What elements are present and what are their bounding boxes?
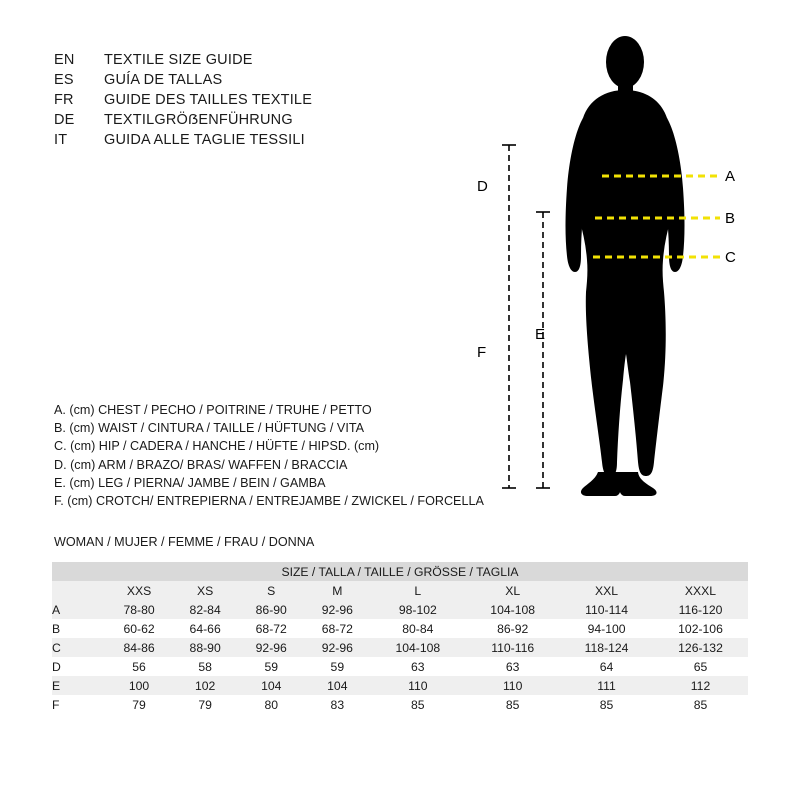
cell-d-l: 63 [370, 657, 465, 676]
table-title-row [52, 562, 748, 581]
cell-d-xxxl: 65 [653, 657, 748, 676]
legend-item-e: E. (cm) LEG / PIERNA/ JAMBE / BEIN / GAMBA [54, 475, 326, 490]
cell-f-xxl: 85 [560, 695, 653, 714]
language-code-de: DE [54, 112, 75, 128]
title-row-fr [54, 90, 484, 110]
legend-item-d: D. (cm) ARM / BRAZO/ BRAS/ WAFFEN / BRACCIA [54, 457, 348, 472]
cell-d-m: 59 [304, 657, 370, 676]
language-code-es: ES [54, 72, 74, 88]
cell-b-xxl: 94-100 [560, 619, 653, 638]
row-label-f: F [52, 695, 106, 714]
leg-bracket [536, 212, 550, 488]
cell-f-s: 80 [238, 695, 304, 714]
table-row [52, 695, 748, 714]
row-label-c: C [52, 638, 106, 657]
cell-b-xxxl: 102-106 [653, 619, 748, 638]
cell-b-xs: 64-66 [172, 619, 238, 638]
cell-e-xxs: 100 [106, 676, 172, 695]
row-label-d: D [52, 657, 106, 676]
title-text-it: GUIDA ALLE TAGLIE TESSILI [104, 132, 305, 148]
cell-c-xxs: 84-86 [106, 638, 172, 657]
cell-e-l: 110 [370, 676, 465, 695]
title-row-de [54, 110, 484, 130]
table-header-row [52, 581, 748, 600]
label-b: B [725, 210, 736, 227]
cell-f-l: 85 [370, 695, 465, 714]
cell-b-s: 68-72 [238, 619, 304, 638]
cell-a-m: 92-96 [304, 600, 370, 619]
language-code-it: IT [54, 132, 68, 148]
title-text-de: TEXTILGRÖẞENFÜHRUNG [104, 112, 293, 128]
legend-item-b: B. (cm) WAIST / CINTURA / TAILLE / HÜFTUNG / VITA [54, 421, 364, 436]
cell-b-xl: 86-92 [465, 619, 560, 638]
cell-f-xxs: 79 [106, 695, 172, 714]
cell-f-xl: 85 [465, 695, 560, 714]
cell-c-xs: 88-90 [172, 638, 238, 657]
size-table [52, 562, 748, 714]
cell-e-xxxl: 112 [653, 676, 748, 695]
cell-b-l: 80-84 [370, 619, 465, 638]
table-row [52, 619, 748, 638]
table-row [52, 657, 748, 676]
cell-b-m: 68-72 [304, 619, 370, 638]
column-header-xs: XS [172, 581, 238, 600]
body-diagram [455, 20, 775, 520]
column-header-xl: XL [465, 581, 560, 600]
cell-d-xxs: 56 [106, 657, 172, 676]
legend-item-f: F. (cm) CROTCH/ ENTREPIERNA / ENTREJAMBE / ZWICKEL / FORCELLA [54, 494, 484, 509]
cell-b-xxs: 60-62 [106, 619, 172, 638]
cell-e-xs: 102 [172, 676, 238, 695]
cell-e-xl: 110 [465, 676, 560, 695]
cell-f-xxxl: 85 [653, 695, 748, 714]
table-row [52, 676, 748, 695]
cell-c-xxl: 118-124 [560, 638, 653, 657]
title-text-es: GUÍA DE TALLAS [104, 72, 223, 88]
cell-a-xxs: 78-80 [106, 600, 172, 619]
column-header-xxxl: XXXL [653, 581, 748, 600]
label-c: C [725, 249, 736, 266]
table-row [52, 638, 748, 657]
table-row [52, 600, 748, 619]
cell-a-xxxl: 116-120 [653, 600, 748, 619]
cell-d-xxl: 64 [560, 657, 653, 676]
column-header-xxs: XXS [106, 581, 172, 600]
cell-d-xs: 58 [172, 657, 238, 676]
title-text-fr: GUIDE DES TAILLES TEXTILE [104, 92, 313, 108]
size-table-wrapper [52, 562, 748, 714]
cell-c-l: 104-108 [370, 638, 465, 657]
title-row-es [54, 70, 484, 90]
row-label-b: B [52, 619, 106, 638]
title-language-block [54, 50, 484, 150]
column-header-blank [52, 581, 106, 600]
female-silhouette-icon [566, 36, 685, 496]
language-code-en: EN [54, 52, 75, 68]
cell-a-xs: 82-84 [172, 600, 238, 619]
legend-item-c: C. (cm) HIP / CADERA / HANCHE / HÜFTE / HIPSD. (cm) [54, 439, 380, 454]
cell-e-s: 104 [238, 676, 304, 695]
label-f: F [477, 344, 487, 361]
cell-a-xl: 104-108 [465, 600, 560, 619]
row-label-e: E [52, 676, 106, 695]
column-header-l: L [370, 581, 465, 600]
cell-a-l: 98-102 [370, 600, 465, 619]
label-d: D [477, 178, 488, 195]
cell-f-m: 83 [304, 695, 370, 714]
cell-f-xs: 79 [172, 695, 238, 714]
column-header-m: M [304, 581, 370, 600]
language-code-fr: FR [54, 92, 74, 108]
title-text-en: TEXTILE SIZE GUIDE [104, 52, 253, 68]
column-header-s: S [238, 581, 304, 600]
label-e: E [535, 326, 546, 343]
legend-item-a: A. (cm) CHEST / PECHO / POITRINE / TRUHE / PETTO [54, 403, 372, 417]
cell-c-xl: 110-116 [465, 638, 560, 657]
cell-c-xxxl: 126-132 [653, 638, 748, 657]
cell-e-xxl: 111 [560, 676, 653, 695]
table-title: SIZE / TALLA / TAILLE / GRÖSSE / TAGLIA [52, 562, 748, 581]
cell-d-xl: 63 [465, 657, 560, 676]
cell-a-xxl: 110-114 [560, 600, 653, 619]
cell-c-s: 92-96 [238, 638, 304, 657]
cell-a-s: 86-90 [238, 600, 304, 619]
cell-e-m: 104 [304, 676, 370, 695]
label-a: A [725, 168, 736, 185]
gender-label: WOMAN / MUJER / FEMME / FRAU / DONNA [54, 535, 315, 549]
cell-d-s: 59 [238, 657, 304, 676]
column-header-xxl: XXL [560, 581, 653, 600]
arm-bracket [502, 145, 516, 488]
cell-c-m: 92-96 [304, 638, 370, 657]
row-label-a: A [52, 600, 106, 619]
title-row-en [54, 50, 484, 70]
title-row-it [54, 130, 484, 150]
